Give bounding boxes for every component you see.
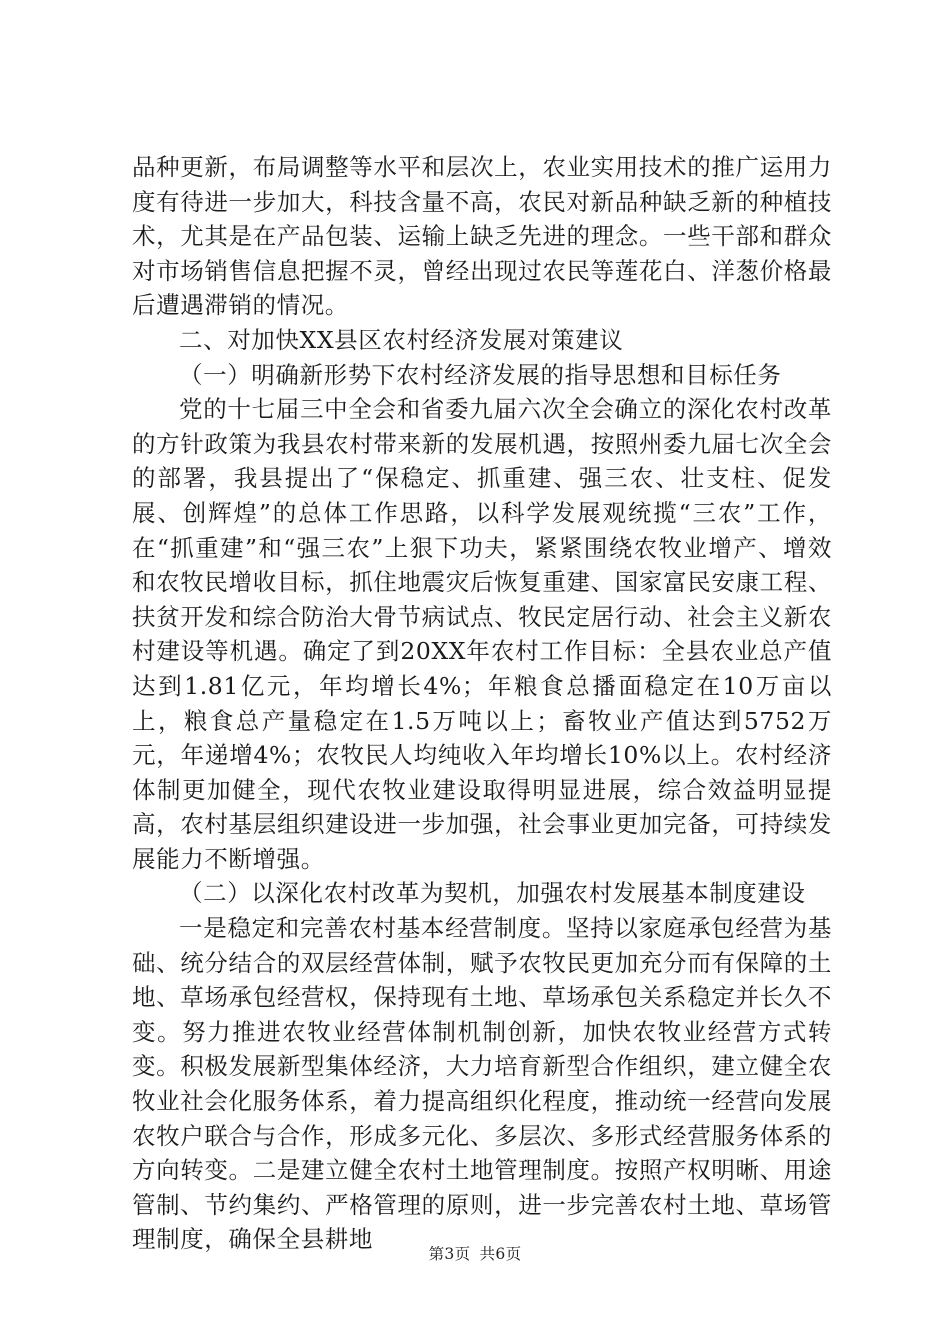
document-body <box>132 150 832 1257</box>
page-number: 第3页 <box>428 1245 471 1263</box>
paragraph-systems: 一是稳定和完善农村基本经营制度。坚持以家庭承包经营为基础、统分结合的双层经营体制，赋予农牧民更加充分而有保障的土地、草场承包经营权，保持现有土地、草场承包关系稳定并长久不变。努力推进农牧业经营体制机制创新，加快农牧业经营方式转变。积极发展新型集体经济，大力培育新型合作组织，建立健全农牧业社会化服务体系，着力提高组织化程度，推动统一经营向发展农牧户联合与合作，形成多元化、多层次、多形式经营服务体系的方向转变。二是建立健全农村土地管理制度。按照产权明晰、用途管制、节约集约、严格管理的原则，进一步完善农村土地、草场管理制度，确保全县耕地 <box>132 914 832 1254</box>
subsection-heading-two: （二）以深化农村改革为契机，加强农村发展基本制度建设 <box>179 879 806 908</box>
page-total: 共6页 <box>479 1245 522 1263</box>
page-footer <box>0 1242 950 1264</box>
paragraph-targets: 党的十七届三中全会和省委九届六次全会确立的深化农村改革的方针政策为我县农村带来新的发展机遇，按照州委九届七次全会的部署，我县提出了“保稳定、抓重建、强三农、壮支柱、促发展、创辉煌”的总体工作思路，以科学发展观统揽“三农”工作，在“抓重建”和“强三农”上狠下功夫，紧紧围绕农牧业增产、增效和农牧民增收目标，抓住地震灾后恢复重建、国家富民安康工程、扶贫开发和综合防治大骨节病试点、牧民定居行动、社会主义新农村建设等机遇。确定了到20XX年农村工作目标：全县农业总产值达到1.81亿元，年均增长4%；年粮食总播面稳定在10万亩以上，粮食总产量稳定在1.5万吨以上；畜牧业产值达到5752万元，年递增4%；农牧民人均纯收入年均增长10%以上。农村经济体制更加健全，现代农牧业建设取得明显进展，综合效益明显提高，农村基层组织建设进一步加强，社会事业更加完备，可持续发展能力不断增强。 <box>132 395 832 873</box>
subsection-heading-one: （一）明确新形势下农村经济发展的指导思想和目标任务 <box>179 360 782 389</box>
section-heading-two: 二、对加快XX县区农村经济发展对策建议 <box>179 325 624 354</box>
paragraph-continuation: 品种更新，布局调整等水平和层次上，农业实用技术的推广运用力度有待进一步加大，科技含量不高，农民对新品种缺乏新的种植技术，尤其是在产品包装、运输上缺乏先进的理念。一些干部和群众对市场销售信息把握不灵，曾经出现过农民等莲花白、洋葱价格最后遭遇滞销的情况。 <box>132 153 832 320</box>
